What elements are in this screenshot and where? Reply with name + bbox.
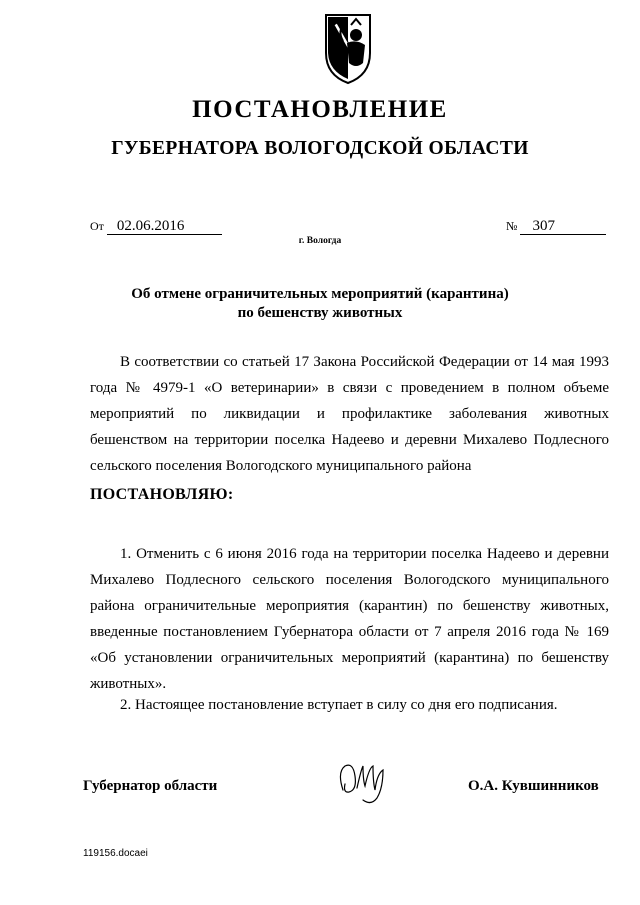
document-title: ПОСТАНОВЛЕНИЕ xyxy=(192,96,448,123)
item-1-paragraph: 1. Отменить с 6 июня 2016 года на территории поселка Надеево и деревни Михалево Подлесного сельского поселения Вологодского муниципального района ограничительные мероприятия (карантин) по бешенству животных, введенные постановлением Губернатора области от 7 апреля 2016 года № 169 «Об установлении ограничительных мероприятий (карантина) по бешенству животных». xyxy=(90,546,609,692)
number-prefix: № xyxy=(506,219,518,233)
document-subject xyxy=(0,285,640,323)
subject-line-1: Об отмене ограничительных мероприятий (карантина) xyxy=(131,286,509,302)
issuer-title: ГУБЕРНАТОРА ВОЛОГОДСКОЙ ОБЛАСТИ xyxy=(111,138,529,159)
date-row xyxy=(90,219,222,235)
signatory-position: Губернатор области xyxy=(83,778,218,794)
decree-heading: ПОСТАНОВЛЯЮ: xyxy=(90,486,234,503)
date-field xyxy=(107,219,222,235)
date-value: 02.06.2016 xyxy=(116,218,185,234)
number-row xyxy=(506,219,606,235)
handwritten-signature xyxy=(333,760,391,806)
date-prefix: От xyxy=(90,219,104,233)
item-2-paragraph: 2. Настоящее постановление вступает в силу со дня его подписания. xyxy=(120,697,558,713)
preamble-paragraph: В соответствии со статьей 17 Закона Российской Федерации от 14 мая 1993 года № 4979-1 «О ветеринарии» в связи с проведением в полном объеме мероприятий по ликвидации и профилактике заболевания животных бешенством на территории поселка Надеево и деревни Михалево Подлесного сельского поселения Вологодского муниципального района xyxy=(90,354,609,474)
subject-line-2: по бешенству животных xyxy=(237,305,403,321)
number-value: 307 xyxy=(532,218,555,234)
document-id: 119156.docaei xyxy=(83,848,148,859)
signatory-name: О.А. Кувшинников xyxy=(468,778,599,794)
number-field xyxy=(520,219,606,235)
city-label: г. Вологда xyxy=(298,236,342,246)
coat-of-arms-emblem xyxy=(323,13,373,85)
